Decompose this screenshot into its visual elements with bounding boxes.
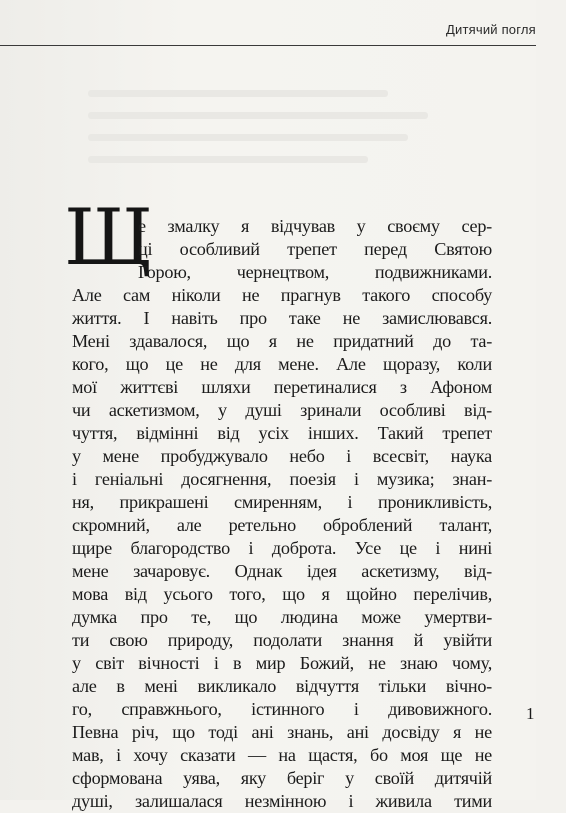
text-line: ти свою природу, подолати знання й увійти: [72, 630, 492, 650]
text-line: сформована уява, яку беріг у своїй дитячій: [72, 768, 492, 788]
drop-cap: Щ: [64, 193, 154, 283]
text-line: чуття, відмінні від усіх інших. Такий трепет: [72, 423, 492, 443]
show-through-line: [88, 112, 428, 119]
text-line: Горою, чернецтвом, подвижниками.: [138, 262, 492, 282]
text-line: кого, що це не для мене. Але щоразу, коли: [72, 354, 492, 374]
text-line: але в мені викликало відчуття тільки вічно-: [72, 676, 492, 696]
text-line: чи аскетизмом, у душі зринали особливі від-: [72, 400, 492, 420]
text-line: ня, прикрашені смиренням, і проникливість,: [72, 492, 492, 512]
text-line: життя. І навіть про таке не замислювався.: [72, 308, 492, 328]
show-through-line: [88, 90, 388, 97]
text-line: душі, залишалася незмінною і живила тими: [72, 791, 492, 811]
text-line: мав, і хочу сказати — на щастя, бо моя ще не: [72, 745, 492, 765]
text-line: Певна річ, що тоді ані знань, ані досвіду я не: [72, 722, 492, 742]
text-line: мова від усього того, що я щойно перелічив,: [72, 584, 492, 604]
page-number: 1: [526, 704, 535, 723]
text-line: Мені здавалося, що я не придатний до та-: [72, 331, 492, 351]
show-through-line: [88, 134, 408, 141]
text-line: і геніальні досягнення, поезія і музика; знан-: [72, 469, 492, 489]
header-rule: [0, 45, 536, 46]
text-line: у світ вічності і в мир Божий, не знаю чому,: [72, 653, 492, 673]
text-line: думка про те, що людина може умертви-: [72, 607, 492, 627]
text-line: у мене пробуджувало небо і всесвіт, наука: [72, 446, 492, 466]
show-through-line: [88, 156, 368, 163]
text-line: ці особливий трепет перед Святою: [138, 239, 492, 259]
text-line: мене зачаровує. Однак ідея аскетизму, від-: [72, 561, 492, 581]
running-head: Дитячий погля: [446, 22, 536, 37]
text-line: е змалку я відчував у своєму сер-: [138, 216, 492, 236]
text-line: мої життєві шляхи перетиналися з Афоном: [72, 377, 492, 397]
text-line: щире благородство і доброта. Усе це і нині: [72, 538, 492, 558]
text-line: скромний, але ретельно оброблений талант,: [72, 515, 492, 535]
text-line: го, справжнього, істинного і дивовижного.: [72, 699, 492, 719]
text-line: Але сам ніколи не прагнув такого способу: [72, 285, 492, 305]
